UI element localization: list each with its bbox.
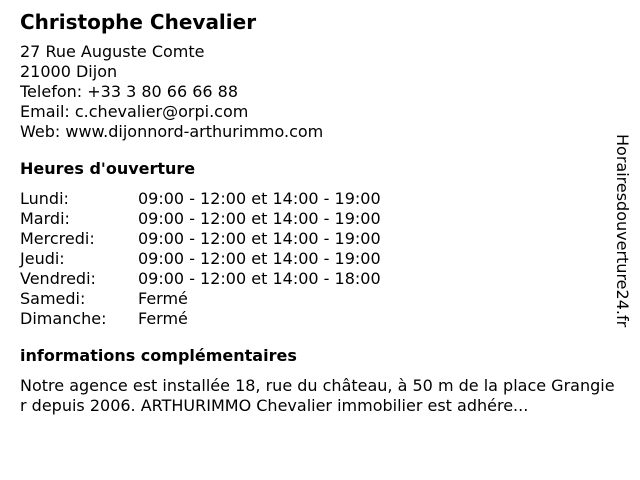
email-line: Email: c.chevalier@orpi.com	[20, 102, 249, 121]
address-street: 27 Rue Auguste Comte	[20, 42, 205, 61]
hours-day: Lundi:	[20, 189, 69, 208]
hours-time: 09:00 - 12:00 et 14:00 - 18:00	[138, 269, 381, 288]
hours-time: 09:00 - 12:00 et 14:00 - 19:00	[138, 229, 381, 248]
hours-time: Fermé	[138, 309, 188, 328]
site-watermark: Horairesdouverture24.fr	[613, 134, 632, 328]
hours-day: Samedi:	[20, 289, 86, 308]
phone-line: Telefon: +33 3 80 66 66 88	[20, 82, 239, 101]
hours-row-saturday	[20, 289, 620, 309]
hours-day: Jeudi:	[20, 249, 65, 268]
hours-day: Dimanche:	[20, 309, 107, 328]
hours-time: 09:00 - 12:00 et 14:00 - 19:00	[138, 249, 381, 268]
hours-row-friday	[20, 269, 620, 289]
additional-info-text: Notre agence est installée 18, rue du château, à 50 m de la place Grangier depuis 2006. ARTHURIMMO Chevalier immobilier est adhére...	[20, 376, 615, 415]
business-card	[20, 10, 620, 416]
hours-day: Mardi:	[20, 209, 70, 228]
hours-day: Mercredi:	[20, 229, 95, 248]
opening-hours-table	[20, 189, 620, 329]
business-name: Christophe Chevalier	[20, 10, 257, 34]
address-city: 21000 Dijon	[20, 62, 118, 81]
opening-hours-heading: Heures d'ouverture	[20, 159, 196, 178]
hours-time: 09:00 - 12:00 et 14:00 - 19:00	[138, 209, 381, 228]
hours-time: 09:00 - 12:00 et 14:00 - 19:00	[138, 189, 381, 208]
hours-row-thursday	[20, 249, 620, 269]
hours-row-monday	[20, 189, 620, 209]
hours-row-tuesday	[20, 209, 620, 229]
web-line: Web: www.dijonnord-arthurimmo.com	[20, 122, 324, 141]
hours-time: Fermé	[138, 289, 188, 308]
hours-row-wednesday	[20, 229, 620, 249]
hours-row-sunday	[20, 309, 620, 329]
additional-info-heading: informations complémentaires	[20, 346, 297, 365]
hours-day: Vendredi:	[20, 269, 96, 288]
